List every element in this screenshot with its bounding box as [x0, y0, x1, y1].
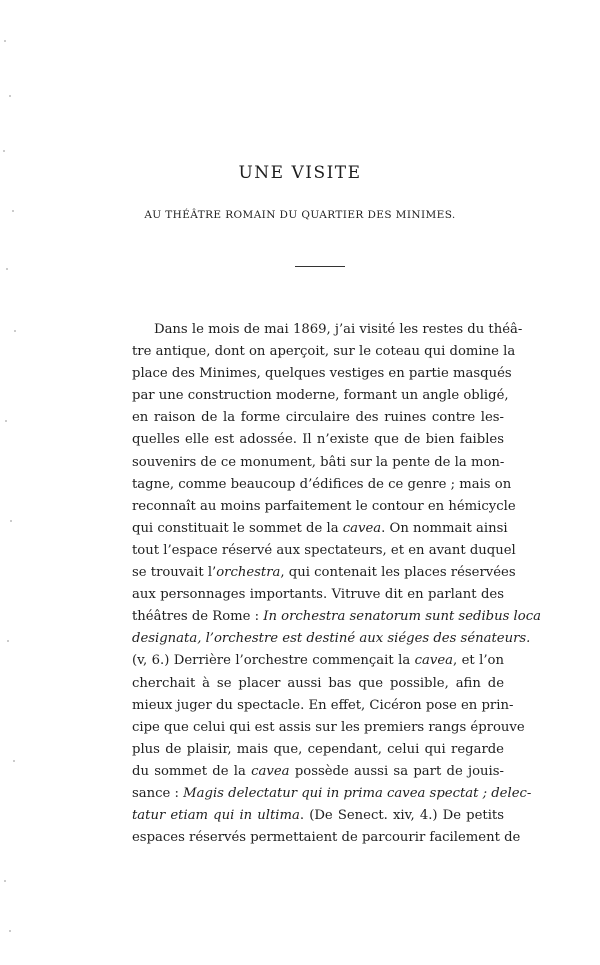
text-fragment: , qui contenait les places réservées [280, 565, 516, 581]
text-line [132, 650, 504, 672]
text-fragment: cherchait à se placer aussi bas que possible, afin de [132, 675, 504, 691]
text-line [132, 606, 541, 628]
text-line [132, 695, 514, 717]
scan-speck [10, 520, 12, 522]
text-line [132, 518, 508, 540]
text-fragment: tre antique, dont on aperçoit, sur le coteau qui domine la [132, 344, 516, 360]
text-fragment: quelles elle est adossée. Il n’existe que de bien faibles [132, 432, 504, 448]
italic-fragment: cavea [342, 520, 382, 536]
scan-speck [9, 930, 11, 932]
text-fragment: se trouvait l’ [132, 565, 217, 581]
scan-margin-specks [0, 0, 20, 965]
text-fragment: , et l’on [453, 653, 504, 669]
text-fragment: du sommet de la [132, 763, 252, 779]
text-line [132, 363, 512, 385]
text-fragment: aux personnages importants. Vitruve dit en parlant des [132, 587, 504, 603]
text-line [132, 584, 504, 606]
text-line [132, 717, 525, 739]
text-fragment: par une construction moderne, formant un angle obligé, [132, 388, 509, 404]
body-paragraph [132, 319, 541, 849]
italic-fragment: designata, l’orchestre est destiné aux siéges des sénateurs. [132, 631, 531, 647]
chapter-title: UNE VISITE [238, 163, 362, 183]
text-line [132, 827, 521, 849]
text-fragment: plus de plaisir, mais que, cependant, celui qui regarde [132, 741, 504, 757]
text-line [132, 761, 504, 783]
text-fragment: mieux juger du spectacle. En effet, Cicéron pose en prin- [132, 697, 514, 713]
scan-speck [6, 268, 8, 270]
text-fragment: . (De Senect. xiv, 4.) De petits [299, 808, 504, 824]
scan-speck [13, 760, 15, 762]
text-line [132, 805, 504, 827]
text-line [132, 496, 516, 518]
text-line [132, 474, 512, 496]
text-fragment: cipe que celui qui est assis sur les premiers rangs éprouve [132, 719, 525, 735]
italic-fragment: tatur etiam qui in ultima [132, 808, 300, 824]
scan-speck [9, 95, 11, 97]
text-line [132, 562, 516, 584]
scan-speck [5, 420, 7, 422]
italic-fragment: orchestra [216, 565, 281, 581]
text-line [132, 407, 504, 429]
text-fragment: espaces réservés permettaient de parcourir facilement de [132, 830, 521, 846]
text-line [132, 540, 516, 562]
text-fragment: place des Minimes, quelques vestiges en partie masqués [132, 366, 512, 382]
scan-speck [7, 640, 9, 642]
scan-speck [4, 40, 6, 42]
italic-fragment: In orchestra senatorum sunt sedibus loca [263, 609, 541, 625]
chapter-subtitle: AU THÉÂTRE ROMAIN DU QUARTIER DES MINIMES. [144, 209, 456, 221]
text-fragment: (v, 6.) Derrière l’orchestre commençait la [132, 653, 415, 669]
text-line [132, 673, 504, 695]
title-separator-rule [295, 266, 345, 267]
text-fragment: en raison de la forme circulaire des ruines contre les- [132, 410, 504, 426]
text-line [132, 385, 509, 407]
text-fragment: tagne, comme beaucoup d’édifices de ce genre ; mais on [132, 476, 512, 492]
text-line [132, 783, 532, 805]
text-line [132, 429, 504, 451]
text-fragment: qui constituait le sommet de la [132, 520, 343, 536]
text-fragment: reconnaît au moins parfaitement le contour en hémicycle [132, 498, 516, 514]
text-fragment: tout l’espace réservé aux spectateurs, et en avant duquel [132, 542, 516, 558]
scan-speck [4, 880, 6, 882]
text-fragment: sance : [132, 785, 184, 801]
text-line [132, 319, 523, 341]
text-fragment: possède aussi sa part de jouis- [289, 763, 504, 779]
text-line [132, 628, 531, 650]
text-fragment: théâtres de Rome : [132, 609, 264, 625]
text-fragment: souvenirs de ce monument, bâti sur la pente de la mon- [132, 454, 505, 470]
scan-speck [14, 330, 16, 332]
text-line [132, 739, 504, 761]
italic-fragment: cavea [251, 763, 290, 779]
italic-fragment: Magis delectatur qui in prima cavea spectat ; delec- [183, 785, 532, 801]
scan-speck [3, 150, 5, 152]
text-line [132, 341, 516, 363]
text-fragment: . On nommait ainsi [381, 520, 508, 536]
text-line [132, 452, 504, 474]
italic-fragment: cavea [414, 653, 453, 669]
text-fragment: Dans le mois de mai 1869, j’ai visité les restes du théâ- [154, 322, 523, 337]
